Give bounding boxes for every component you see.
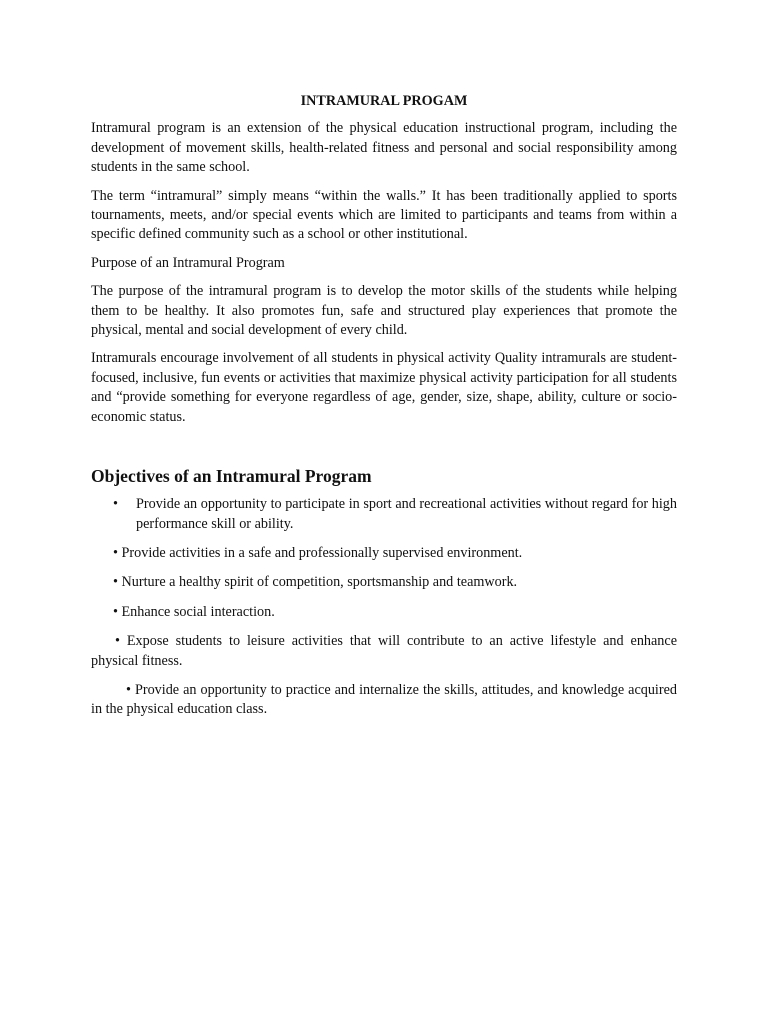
- objectives-list: [91, 495, 677, 720]
- document-title: INTRAMURAL PROGAM: [300, 93, 468, 109]
- purpose-paragraph: The purpose of the intramural program is to develop the motor skills of the students while helping them to be healthy. It also promotes fun, safe and structured play experiences that promote the physical, mental and social development of every child.: [91, 283, 677, 339]
- objective-item: • Expose students to leisure activities that will contribute to an active lifestyle and enhance physical fitness.: [91, 633, 677, 669]
- document-page: [91, 92, 677, 730]
- objective-text: Provide an opportunity to participate in sport and recreational activities without regard for high performance skill or ability.: [136, 496, 677, 532]
- definition-paragraph: The term “intramural” simply means “within the walls.” It has been traditionally applied to sports tournaments, meets, and/or special events which are limited to participants and teams from within a specific defined community such as a school or other institutional.: [91, 187, 677, 243]
- involvement-paragraph: Intramurals encourage involvement of all students in physical activity Quality intramurals are student-focused, inclusive, fun events or activities that maximize physical activity participation for all students and “provide something for everyone regardless of age, gender, size, shape, ability, culture or socio-economic status.: [91, 350, 677, 425]
- objective-item: [91, 495, 677, 534]
- objective-item: • Enhance social interaction.: [113, 603, 275, 620]
- objective-item: • Provide an opportunity to practice and internalize the skills, attitudes, and knowledge acquired in the physical education class.: [91, 681, 677, 718]
- objective-item: • Nurture a healthy spirit of competition, sportsmanship and teamwork.: [113, 574, 518, 591]
- intro-paragraph: Intramural program is an extension of the physical education instructional program, including the development of movement skills, health-related fitness and personal and social responsibility among students in the same school.: [91, 120, 677, 176]
- purpose-subheading: Purpose of an Intramural Program: [91, 254, 285, 271]
- bullet-icon: •: [113, 496, 118, 513]
- objective-item: • Provide activities in a safe and professionally supervised environment.: [113, 544, 523, 561]
- objectives-heading: Objectives of an Intramural Program: [91, 466, 372, 487]
